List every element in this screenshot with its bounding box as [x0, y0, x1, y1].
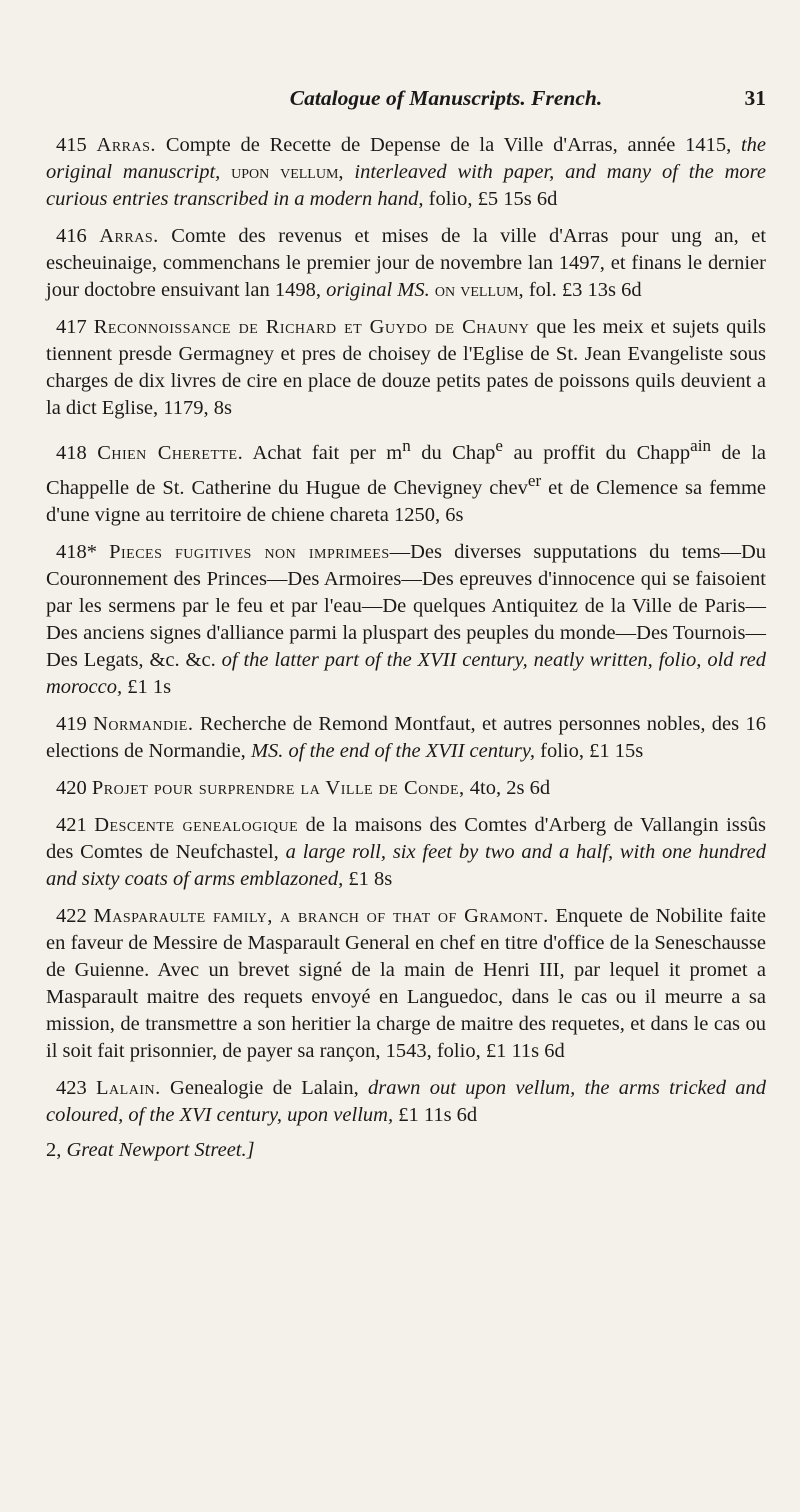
entry-italic: original MS.	[326, 279, 430, 301]
entry-heading: Arras.	[99, 225, 159, 247]
address-street: Great Newport Street.]	[66, 1138, 255, 1161]
page-header	[46, 86, 766, 122]
catalogue-entry	[46, 903, 766, 1065]
catalogue-entry	[46, 711, 766, 765]
entry-smallcaps: upon vellum,	[231, 161, 344, 183]
entry-price: folio, £5 15s 6d	[428, 188, 558, 210]
entry-text: et de Clemence sa femme d'une vigne au territoire de chiene chareta 1250, 6s	[46, 476, 766, 526]
entry-heading: Projet pour surprendre la Ville de Conde,	[91, 776, 465, 799]
entry-italic: a large roll, six feet by two and a half, with one hundred and sixty coats of arms emblazoned,	[46, 840, 767, 890]
address-number: 2,	[46, 1138, 62, 1161]
entry-italic: the original manuscript,	[46, 134, 767, 183]
entry-text: —Des diverses supputations du tems—Du Couronnement des Princes—Des Armoires—Des epreuves d'innocence qui se faisoient par les sermens par le feu et par l'eau—De quelques Antiquitez de la Ville de Paris—Des anciens signes d'alliance parmi la pluspart des peuples du monde—Des Tournois—Des Legats, &c. &c.	[46, 540, 766, 671]
running-title: Catalogue of Manuscripts. French.	[289, 86, 603, 110]
entry-heading: Descente genealogique	[94, 813, 299, 836]
entry-number: 415	[56, 134, 87, 156]
entry-text: au proffit du Chapp	[503, 441, 691, 464]
entry-number: 417	[56, 316, 87, 338]
entry-number: 423	[56, 1076, 87, 1099]
entry-heading: Arras.	[96, 134, 157, 156]
entry-heading: Masparaulte family, a branch of that of Gramont.	[93, 904, 549, 927]
entry-text: Recherche de Remond Montfaut, et autres personnes nobles, des 16 elections de Normandie,	[46, 712, 766, 762]
entry-heading: Normandie.	[93, 712, 194, 735]
entry-text: de la Chappelle de St. Catherine du Hugue de Chevigney chev	[46, 441, 767, 499]
entry-text: Compte de Recette de Depense de la Ville d'Arras, année 1415,	[165, 134, 732, 156]
entry-text: Comte des revenus et mises de la ville d'Arras pour ung an, et escheuinaige, commenchans le premier jour de novembre lan 1497, et finans le dernier jour doctobre ensuivant lan 1498,	[46, 225, 767, 301]
entry-text: de la maisons des Comtes d'Arberg de Vallangin issûs des Comtes de Neufchastel,	[46, 813, 766, 863]
entry-number: 422	[56, 904, 87, 927]
catalogue-entry	[46, 132, 766, 213]
catalogue-entry	[46, 432, 766, 529]
entry-number: 416	[56, 225, 87, 247]
entry-heading: Lalain.	[96, 1076, 161, 1099]
entry-heading: Pieces fugitives non imprimees	[109, 540, 390, 563]
entry-price: £1 1s	[127, 675, 172, 698]
entry-italic: MS. of the end of the XVII century,	[250, 739, 536, 762]
superscript: er	[527, 470, 542, 490]
superscript: e	[495, 436, 504, 455]
entry-number: 420	[56, 776, 87, 799]
catalogue-entry	[46, 1075, 766, 1129]
catalogue-entry	[46, 812, 766, 893]
entry-price: folio, £1 15s	[540, 739, 644, 762]
entry-italic: of the latter part of the XVII century, neatly written, folio, old red morocco,	[46, 648, 766, 698]
catalogue-entry	[46, 775, 766, 802]
entry-text: Genealogie de Lalain,	[170, 1076, 359, 1099]
catalogue-entry	[46, 223, 766, 304]
entry-text: que les meix et sujets quils tiennent presde Germagney et pres de choisey de l'Eglise de St. Jean Evangeliste sous charges de dix livres de cire en place de douze petits pates de poissons quils deuvient a la dict Eglise, 1179, 8s	[46, 316, 767, 419]
catalogue-entry	[46, 539, 766, 701]
entry-text: Enquete de Nobilite faite en faveur de Messire de Masparault General en chef en titre d'office de la Seneschausse de Guienne. Avec un brevet signé de la main de Henri III, par lequel it promet a Masparault maitre des requets envoyé en Languedoc, dans le cas ou il meurre a sa mission, de transmettre a son heritier la charge de maitre des requetes, et dans le cas ou il soit fait prisonnier, de payer sa rançon, 1543, folio, £1 11s 6d	[46, 904, 767, 1062]
entry-number: 421	[56, 813, 87, 836]
entry-number: 418*	[56, 540, 97, 563]
entry-price: £1 8s	[348, 867, 393, 890]
entry-italic: drawn out upon vellum, the arms tricked and coloured, of the XVI century, upon vellum,	[46, 1076, 767, 1126]
entry-number: 419	[56, 712, 87, 735]
entry-price: £1 11s 6d	[398, 1103, 478, 1126]
entry-price: fol. £3 13s 6d	[528, 279, 642, 301]
page-number: 31	[744, 86, 766, 110]
entry-heading: Reconnoissance de Richard et Guydo de Chauny	[93, 316, 530, 338]
printer-address	[46, 1137, 766, 1164]
catalogue-entry	[46, 314, 766, 422]
superscript: n	[402, 436, 411, 455]
entry-text: du Chap	[410, 441, 496, 464]
superscript: ain	[690, 436, 711, 455]
entry-price: 4to, 2s 6d	[469, 776, 551, 799]
entry-smallcaps: on vellum,	[434, 279, 524, 301]
entry-heading: Chien Cherette.	[97, 441, 244, 464]
entry-text: Achat fait per m	[252, 441, 403, 464]
entry-number: 418	[56, 441, 87, 464]
entry-italic: interleaved with paper, and many of the more curious entries transcribed in a modern hand,	[46, 161, 766, 210]
